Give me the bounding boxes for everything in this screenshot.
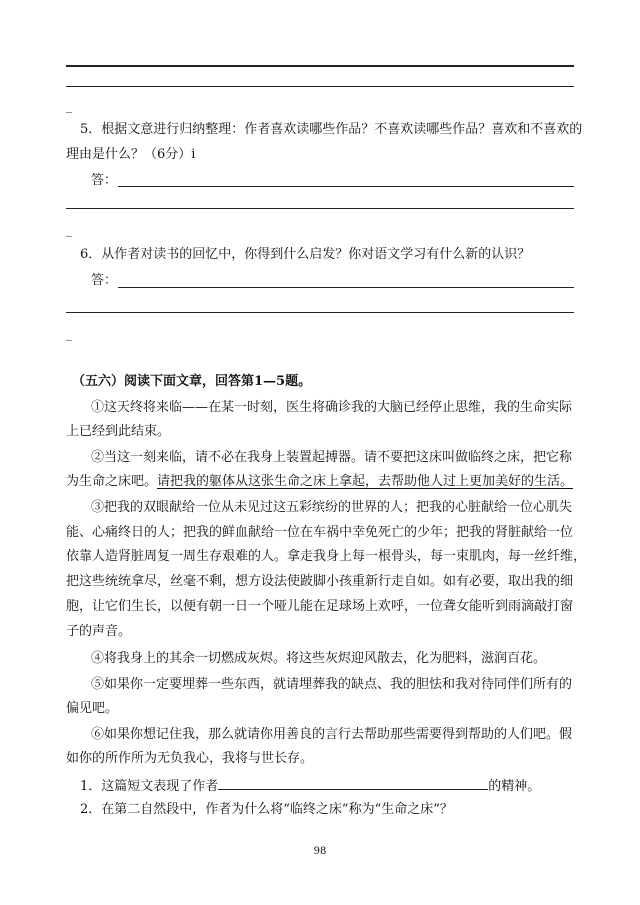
q6-dash: _ (66, 327, 72, 341)
question-2: 2．在第二自然段中，作者为什么将“临终之床”称为“生命之床”？ (80, 802, 453, 817)
para3-line6: 子的声音。 (66, 624, 132, 639)
para3-line5: 胞，让它们生长，以便有朝一日一个哑儿能在足球场上欢呼，一位聋女能听到雨滴敲打窗 (66, 599, 574, 614)
question-1-suffix: 的精神。 (488, 779, 541, 794)
para3-line3: 依靠人造肾脏周复一周生存艰难的人。拿走我身上每一根骨头，每一束肌肉，每一丝纤维， (66, 549, 587, 564)
para6-line2: 如你的所作所为无负我心，我将与世长存。 (66, 751, 314, 766)
q6-answer-line1[interactable] (118, 287, 574, 288)
q6-answer-label: 答： (91, 273, 118, 288)
q6-answer-line2[interactable] (66, 312, 574, 313)
para2-line2-start: 为生命之床吧。 (66, 474, 158, 489)
top-rule-thick (66, 65, 574, 67)
para1-line1: ①这天终将来临——在某一时刻，医生将确诊我的大脑已经停止思维，我的生命实际 (91, 400, 573, 415)
para6-line1: ⑥如果你想记住我，那么就请你用善良的言行去帮助那些需要得到帮助的人们吧。假 (91, 727, 573, 742)
para4-line1: ④将我身上的其余一切燃成灰烬。将这些灰烬迎风散去，化为肥料，滋润百花。 (91, 651, 547, 666)
question-1-blank[interactable] (218, 776, 488, 790)
question-1-prefix: 1．这篇短文表现了作者 (80, 779, 219, 794)
question-1 (80, 776, 540, 796)
section-heading: （五六）阅读下面文章，回答第1—5题。 (72, 374, 312, 389)
para5-line2: 偏见吧。 (66, 701, 119, 716)
q5-answer-line2[interactable] (66, 208, 574, 209)
q5-dash: _ (66, 223, 72, 237)
para1-line2: 上已经到此结束。 (66, 424, 171, 439)
q5-answer-line1[interactable] (118, 186, 574, 187)
para3-line4: 把这些统统拿尽，丝毫不剩，想方设法使跛脚小孩重新行走自如。如有必要，取出我的细 (66, 574, 574, 589)
top-answer-line (66, 86, 574, 87)
underlined-sentence: 请把我的躯体从这张生命之床上拿起，去帮助他人过上更加美好的生活。 (157, 474, 574, 489)
q5-line2: 理由是什么？（6分）i (66, 147, 196, 162)
page-number: 98 (313, 846, 327, 857)
q6-line1: 6．从作者对读书的回忆中，你得到什么启发？你对语文学习有什么新的认识？ (80, 247, 531, 262)
q5-answer-label: 答： (91, 173, 118, 188)
para2-line2 (66, 473, 573, 491)
top-dash: _ (66, 99, 72, 113)
para5-line1: ⑤如果你一定要埋葬一些东西，就请埋葬我的缺点、我的胆怯和我对待同伴们所有的 (91, 677, 573, 692)
q5-line1: 5．根据文意进行归纳整理：作者喜欢读哪些作品？不喜欢读哪些作品？喜欢和不喜欢的 (80, 122, 583, 137)
para3-line1: ③把我的双眼献给一位从未见过这五彩缤纷的世界的人；把我的心脏献给一位心肌失 (91, 500, 573, 515)
para2-line1: ②当这一刻来临，请不必在我身上装置起搏器。请不要把这床叫做临终之床，把它称 (91, 450, 573, 465)
para3-line2: 能、心痛终日的人；把我的鲜血献给一位在车祸中幸免死亡的少年；把我的肾脏献给一位 (66, 525, 574, 540)
